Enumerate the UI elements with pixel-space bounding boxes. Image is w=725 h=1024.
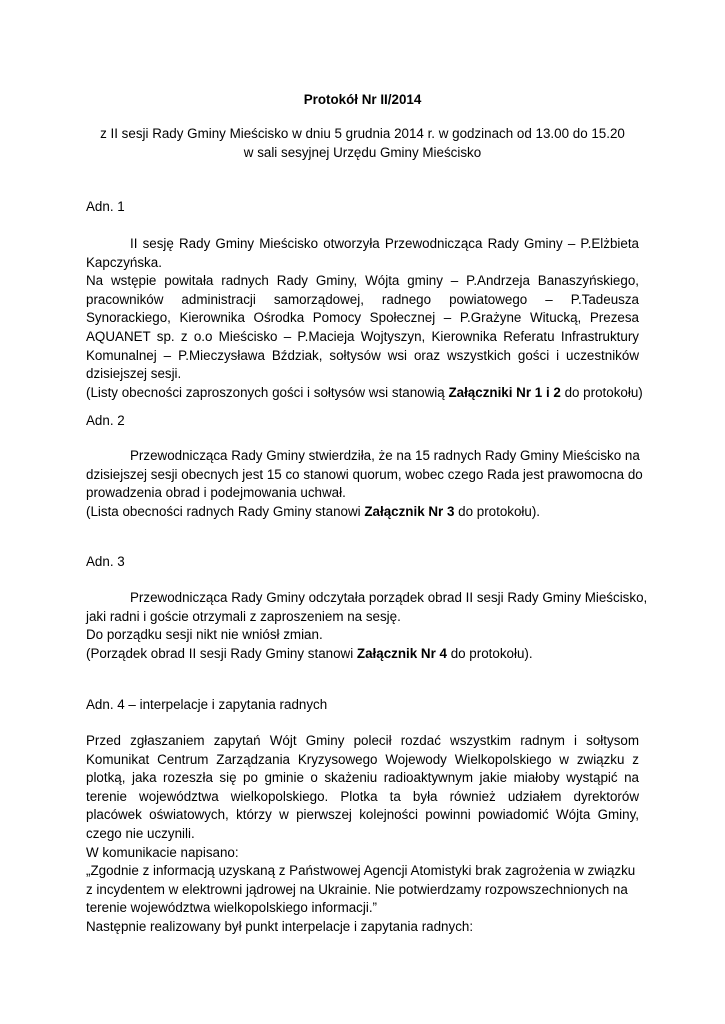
text-line: Synorackiego, Kierownika Ośrodka Pomocy Społecznej – P.Grażyne Witucką, Prezesa [86,310,639,326]
section-heading-adn-4: Adn. 4 – interpelacje i zapytania radnych [86,697,328,712]
quoted-text-line: „Zgodnie z informacją uzyskaną z Państwowej Agencji Atomistyki brak zagrożenia w związku [86,863,636,879]
text-line: prowadzenia obrad i podejmowania uchwał. [86,485,346,501]
text-line: dzisiejszej sesji obecnych jest 15 co stanowi quorum, wobec czego Rada jest prawomocna do [86,466,643,482]
quoted-text-line: terenie województwa wielkopolskiego informacji.” [86,900,378,916]
quoted-text-line: z incydentem w elektrowni jądrowej na Ukrainie. Nie potwierdzamy rozpowszechnionych na [86,881,628,897]
document-subtitle [0,125,725,162]
text-line: Przewodnicząca Rady Gminy odczytała porządek obrad II sesji Rady Gminy Mieścisko, [130,590,648,605]
text-line: plotką, jaka rozeszła się po gminie o skażeniu radioaktywnym jakie miałoby wystąpić na [86,770,639,786]
section-heading-adn-3: Adn. 3 [86,554,125,569]
subtitle-line: z II sesji Rady Gminy Mieścisko w dniu 5 grudnia 2014 r. w godzinach od 13.00 do 15.20 [100,126,625,141]
document-title: Protokół Nr II/2014 [303,92,422,107]
text-line: Na wstępie powitała radnych Rady Gminy, Wójta gminy – P.Andrzeja Banaszyńskiego, [86,273,639,289]
text-line: (Listy obecności zaproszonych gości i sołtysów wsi stanowią Załączniki Nr 1 i 2 do protokołu) [86,384,643,400]
text-line: Komunikat Centrum Zarządzania Kryzysowego Wojewody Wielkopolskiego w związku z [86,751,639,767]
text-line: Komunalnej – P.Mieczysława Bździak, sołtysów wsi oraz wszystkich gości i uczestników [86,347,639,363]
text-line: jaki radni i goście otrzymali z zaproszeniem na sesję. [86,608,401,624]
text-line: dzisiejszej sesji. [86,366,182,382]
text-line: placówek oświatowych, którzy w pierwszej kolejności powinni powiadomić Wójta Gminy, [86,807,639,823]
text-line: terenie województwa wielkopolskiego. Plotka ta była również udziałem dyrektorów [86,788,639,804]
text-line: (Porządek obrad II sesji Rady Gminy stanowi Załącznik Nr 4 do protokołu). [86,645,533,661]
text-line: II sesję Rady Gminy Mieścisko otworzyła Przewodnicząca Rady Gminy – P.Elżbieta [130,236,639,251]
attachment-reference: Załącznik Nr 4 [356,645,447,661]
text-line: Przed zgłaszaniem zapytań Wójt Gminy polecił rozdać wszystkim radnym i sołtysom [86,733,639,748]
text-line: AQUANET sp. z o.o Mieścisko – P.Macieja Wojtyszyn, Kierownika Referatu Infrastruktury [86,328,639,344]
subtitle-line: w sali sesyjnej Urzędu Gminy Mieścisko [243,144,482,160]
section-body-adn-4 [86,732,639,937]
section-body-adn-2 [86,447,643,521]
attachment-reference: Załączniki Nr 1 i 2 [448,384,561,400]
attachment-reference: Załącznik Nr 3 [364,503,455,519]
text-line: (Lista obecności radnych Rady Gminy stanowi Załącznik Nr 3 do protokołu). [86,503,541,519]
text-line: czego nie uczynili. [86,825,195,841]
text-line: Przewodnicząca Rady Gminy stwierdziła, że na 15 radnych Rady Gminy Mieścisko na [130,448,640,463]
section-heading-adn-2: Adn. 2 [86,413,125,428]
text-line: Następnie realizowany był punkt interpelacje i zapytania radnych: [86,918,474,934]
text-line: W komunikacie napisano: [86,844,239,860]
section-body-adn-3 [86,589,648,663]
text-line: Do porządku sesji nikt nie wniósł zmian. [86,627,323,643]
text-line: Kapczyńska. [86,254,162,270]
text-line: pracowników administracji samorządowej, radnego powiatowego – P.Tadeusza [86,291,639,307]
section-body-adn-1 [86,235,643,402]
section-heading-adn-1: Adn. 1 [86,199,125,214]
